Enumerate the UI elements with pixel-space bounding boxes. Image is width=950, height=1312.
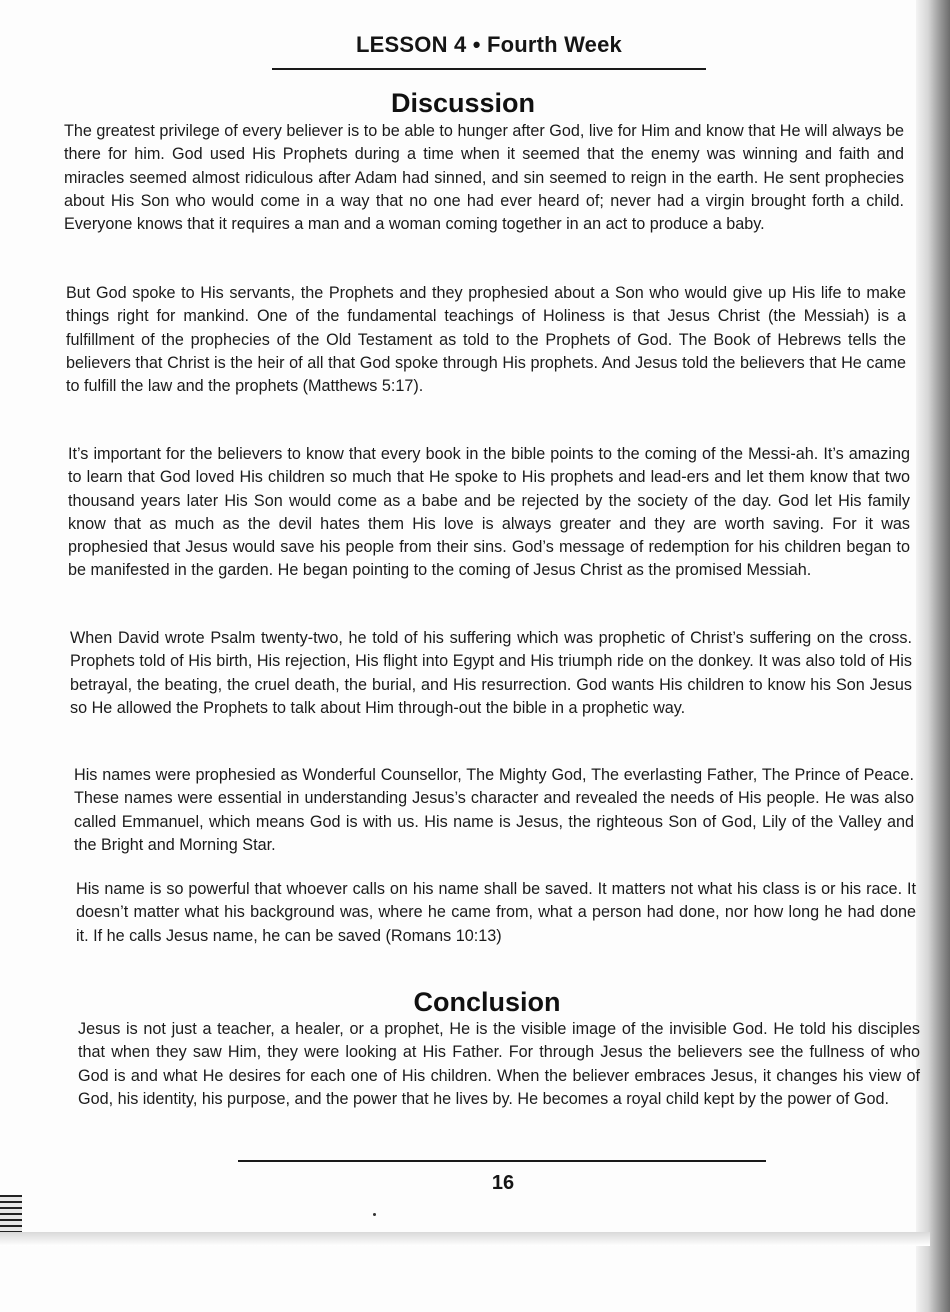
discussion-paragraph-4: When David wrote Psalm twenty-two, he told of his suffering which was prophetic of Christ’s suffering on the cross. Prophets told of His birth, His rejection, His flight into Egypt and His triumph ride on the donkey. It was also told of His betrayal, the beating, the cruel death, the burial, and His resurrection. God wants His children to know his Son Jesus so He allowed the Prophets to talk about Him through-out the bible in a prophetic way. <box>70 629 912 717</box>
discussion-paragraph-2: But God spoke to His servants, the Prophets and they prophesied about a Son who would give up His life to make things right for mankind. One of the fundamental teachings of Holiness is that Jesus Christ (the Messiah) is a fulfillment of the prophecies of the Old Testament as told to the Prophets of God. The Book of Hebrews tells the believers that Christ is the heir of all that God spoke through His prophets. And Jesus told the believers that He came to fulfill the law and the prophets (Matthews 5:17). <box>66 284 906 396</box>
scan-shadow-right <box>916 0 950 1312</box>
lesson-header: LESSON 4 • Fourth Week <box>356 32 622 57</box>
conclusion-paragraph: Jesus is not just a teacher, a healer, or a prophet, He is the visible image of the invisible God. He told his disciples that when they saw Him, they were looking at His Father. For through Jesus the believers see the fullness of who God is and what He desires for each one of His children. When the believer embraces Jesus, it changes his view of God, his identity, his purpose, and the power that he lives by. He becomes a royal child kept by the power of God. <box>78 1020 920 1108</box>
footer-divider <box>238 1160 766 1162</box>
scan-shadow-bottom <box>0 1232 930 1246</box>
conclusion-heading: Conclusion <box>413 987 561 1017</box>
discussion-paragraph-5: His names were prophesied as Wonderful Counsellor, The Mighty God, The everlasting Father, The Prince of Peace. These names were essential in understanding Jesus’s character and revealed the needs of His people. He was also called Emmanuel, which means God is with us. His name is Jesus, the righteous Son of God, Lily of the Valley and the Bright and Morning Star. <box>74 766 914 854</box>
scan-speck <box>373 1213 376 1216</box>
discussion-heading: Discussion <box>390 88 536 118</box>
discussion-paragraph-1: The greatest privilege of every believer is to be able to hunger after God, live for Him and know that He will always be there for him. God used His Prophets during a time when it seemed that the enemy was winning and faith and miracles seemed almost ridiculous after Adam had sinned, and sin seemed to reign in the earth. He sent prophecies about His Son who would come in a way that no one had ever heard of; never had a virgin brought forth a child. Everyone knows that it requires a man and a woman coming together in an act to produce a baby. <box>64 122 904 234</box>
discussion-paragraph-6: His name is so powerful that whoever calls on his name shall be saved. It matters not what his class is or his race. It doesn’t matter what his background was, where he came from, what a person had done, nor how long he had done it. If he calls Jesus name, he can be saved (Romans 10:13) <box>76 880 916 945</box>
page-number: 16 <box>491 1172 515 1194</box>
discussion-paragraph-3: It’s important for the believers to know that every book in the bible points to the coming of the Messi-ah. It’s amazing to learn that God loved His children so much that He spoke to His prophets and lead-ers and let them know that two thousand years later His Son would come as a babe and be rejected by the society of the day. God let His family know that as much as the devil hates them His love is always greater and they are worth saving. For it was prophesied that Jesus would save his people from their sins. God’s message of redemption for his children began to be manifested in the garden. He began pointing to the coming of Jesus Christ as the promised Messiah. <box>68 445 910 580</box>
header-divider <box>272 68 706 70</box>
